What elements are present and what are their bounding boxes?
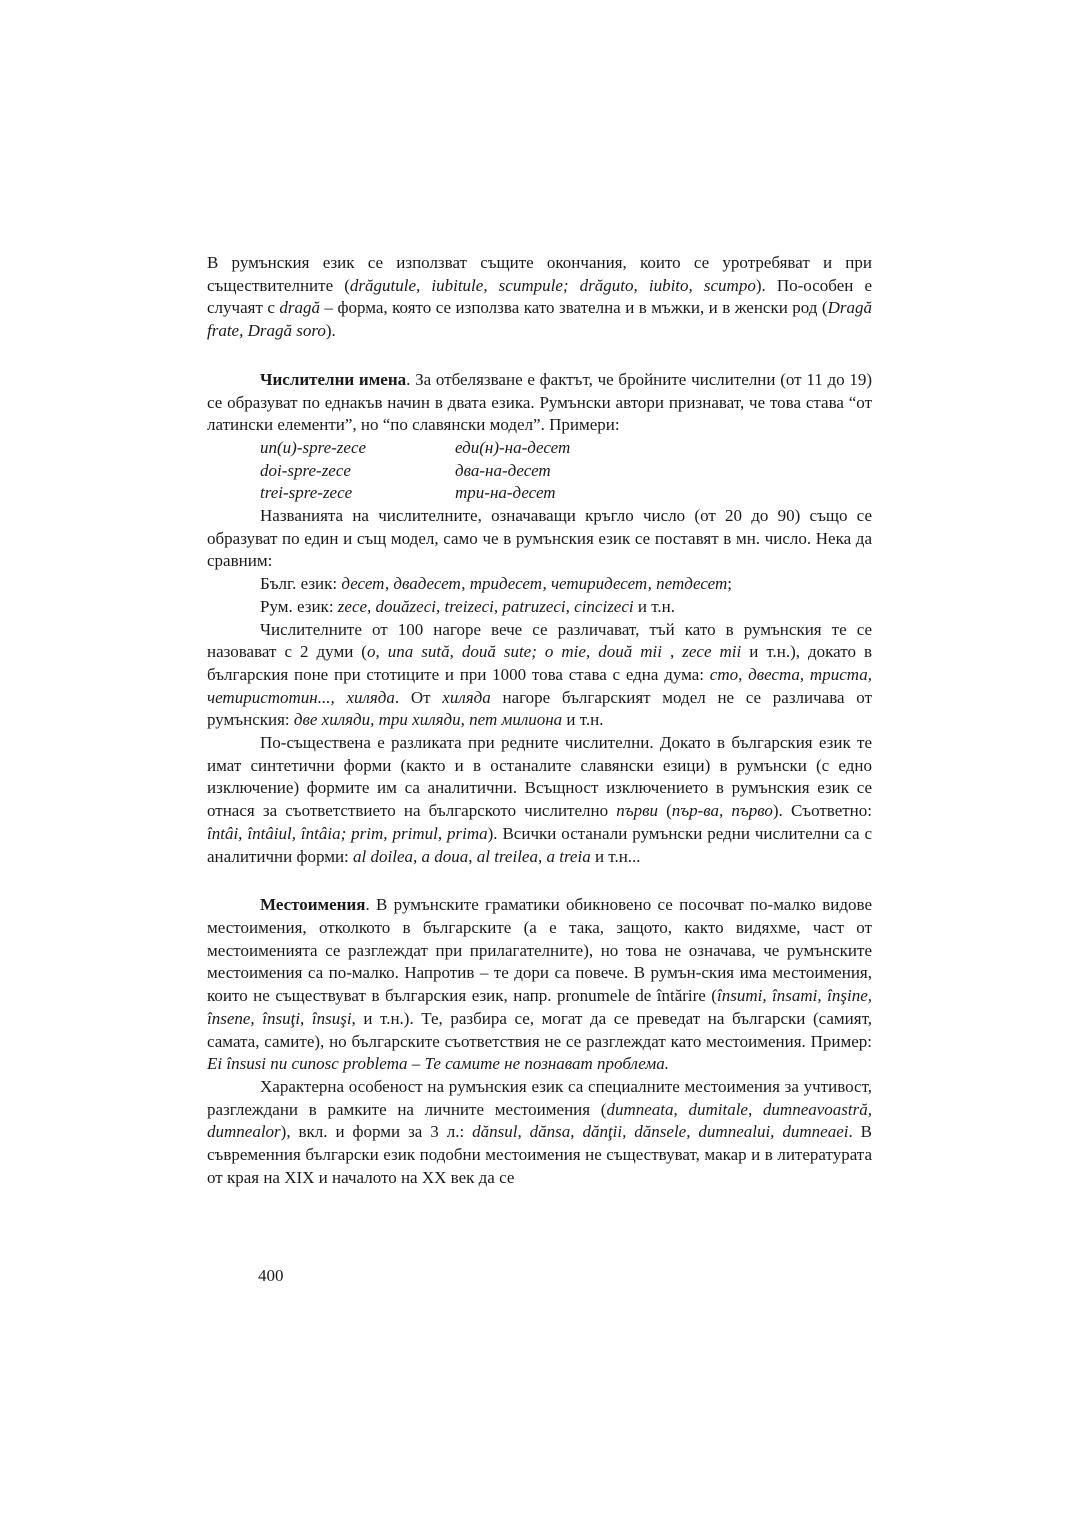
text: ; xyxy=(727,574,733,594)
italic-term: Dragă frate, Dragă soro xyxy=(207,298,873,341)
text: Бълг. език: xyxy=(260,574,342,594)
text: ( xyxy=(657,801,672,821)
text: – форма, която се използва като звателна и в мъжки, и в женски род ( xyxy=(320,298,828,318)
italic-term: întâi, întâiul, întâia; prim, primul, prima xyxy=(207,823,488,843)
italic-term: o, una sută, două sute; o mie, două mii xyxy=(366,642,662,662)
text: ). Съответно: xyxy=(772,801,873,821)
example-bulgarian: два-на-десет xyxy=(455,460,551,480)
paragraph-hundreds xyxy=(207,619,872,733)
italic-term: dragă xyxy=(279,298,321,318)
example-romanian: doi-spre-zece xyxy=(260,460,351,480)
italic-term: zece mii xyxy=(682,642,742,662)
text: . От xyxy=(394,687,443,707)
example-row xyxy=(260,460,872,483)
italic-term: al doilea, a doua, al treilea, a treia xyxy=(353,846,591,866)
italic-term: Ei însusi nu cunosc problema – Те самите не познават проблема. xyxy=(207,1054,670,1074)
italic-term: сто, двеста, триста, четиристотин..., хиляда xyxy=(207,664,872,707)
paragraph-romanian-example xyxy=(207,596,872,619)
example-romanian: trei-spre-zece xyxy=(260,483,353,503)
text: . За отбелязване е фактът, че бройните числителни (от 11 до 19) се образуват по еднакъв начин в двата езика. Румънски автори признават, че това става “от латински елементи”, но “по славянски модел”. Примери: xyxy=(207,369,873,435)
text: Рум. език: xyxy=(260,596,338,616)
text: ). По-особен е случаят с xyxy=(207,275,873,318)
example-row xyxy=(260,482,872,505)
text: и т.н. xyxy=(562,710,604,730)
text: ), вкл. и форми за 3 л.: xyxy=(280,1122,473,1142)
paragraph-vocative xyxy=(207,252,872,343)
text: и т.н.), докато в българския поне при стотиците и при 1000 това става с една дума: xyxy=(207,642,873,684)
text: По-съществена е разликата при редните числителни. Докато в българския език те имат синтетични форми (както и в останалите славянски езици) в румънски (с едно изключение) формите им са аналитични. Всъщност изключението в румънския език се отнася за съответствието на българското числително xyxy=(207,733,872,821)
text: Характерна особеност на румънския език са специалните местоимения за учтивост, разглеждани в рамките на личните местоимения ( xyxy=(207,1076,872,1119)
italic-term: dănsul, dănsa, dănţii, dănsele, dumnealui, dumneaei xyxy=(472,1122,849,1142)
paragraph-politeness-pronouns xyxy=(207,1076,872,1190)
italic-term: две хиляди, три хиляди, пет милиона xyxy=(293,710,563,730)
paragraph-numerals xyxy=(207,369,872,437)
italic-term: drăgutule, iubitule, scumpule; drăguto, iubito, scumpo xyxy=(349,275,756,295)
example-romanian: un(u)-spre-zece xyxy=(260,437,367,457)
text: и т.н. xyxy=(633,596,675,616)
example-row xyxy=(260,437,872,460)
example-bulgarian: три-на-десет xyxy=(455,483,556,503)
text: ). xyxy=(325,321,336,341)
text: В румънския език се използват същите окончания, които се уротребяват и при съществителните ( xyxy=(207,253,872,295)
text: Названията на числителните, означаващи кръгло число (от 20 до 90) също се образуват по един и същ модел, само че в румънския език се поставят в мн. число. Нека да сравним: xyxy=(207,506,872,571)
section-heading-numerals: Числителни имена xyxy=(260,369,407,389)
italic-term: dumneata, dumitale, dumneavoastră, dumnealor xyxy=(207,1099,872,1142)
italic-term: zece, douăzeci, treizeci, patruzeci, cincizeci xyxy=(337,596,634,616)
text: и т.н... xyxy=(590,846,641,866)
text: . В румънските граматики обикновено се посочват по-малко видове местоимения, отколкото в българските (а е така, защото, както видяхме, част от местоименията се разглеждат при прилагателните), но това не означава, че румънските местоимения са по-малко. Напротив – те дори са повече. В румън-ския има местоимения, които не съществуват в българския език, напр. pronumele de întărire ( xyxy=(207,895,872,1006)
paragraph-round-numbers xyxy=(207,505,872,573)
example-bulgarian: еди(н)-на-десет xyxy=(455,437,571,457)
text: ). Всички останали румънски редни числителни са с аналитични форми: xyxy=(207,823,872,866)
paragraph-pronouns xyxy=(207,894,872,1076)
italic-term: пър-ва, първо xyxy=(671,801,773,821)
paragraph-ordinals xyxy=(207,732,872,868)
text: , xyxy=(661,642,683,662)
paragraph-bulgarian-example xyxy=(207,573,872,596)
italic-term: хиляда xyxy=(442,687,491,707)
text: нагоре българският модел не се различава от румънския: xyxy=(207,687,872,730)
italic-term: първи xyxy=(616,801,658,821)
page-body xyxy=(207,252,872,1189)
page-number: 400 xyxy=(258,1266,284,1285)
italic-term: însumi, însami, înşine, însene, însuţi, însuşi xyxy=(207,986,872,1028)
text: , и т.н.). Те, разбира се, могат да се преведат на български (самият, самата, самите), но българските съответствия не се разглеждат като местоимения. Пример: xyxy=(207,1008,872,1051)
text: Числителните от 100 нагоре вече се различават, тъй като в румънския те се назовават с 2 думи ( xyxy=(207,619,872,662)
italic-term: десет, двадесет, тридесет, четиридесет, петдесет xyxy=(341,574,728,594)
section-heading-pronouns: Местоимения xyxy=(260,895,366,915)
text: . В съвременния български език подобни местоимения не съществуват, макар и в литературата от края на XIX и началото на XX век да се xyxy=(207,1122,872,1187)
